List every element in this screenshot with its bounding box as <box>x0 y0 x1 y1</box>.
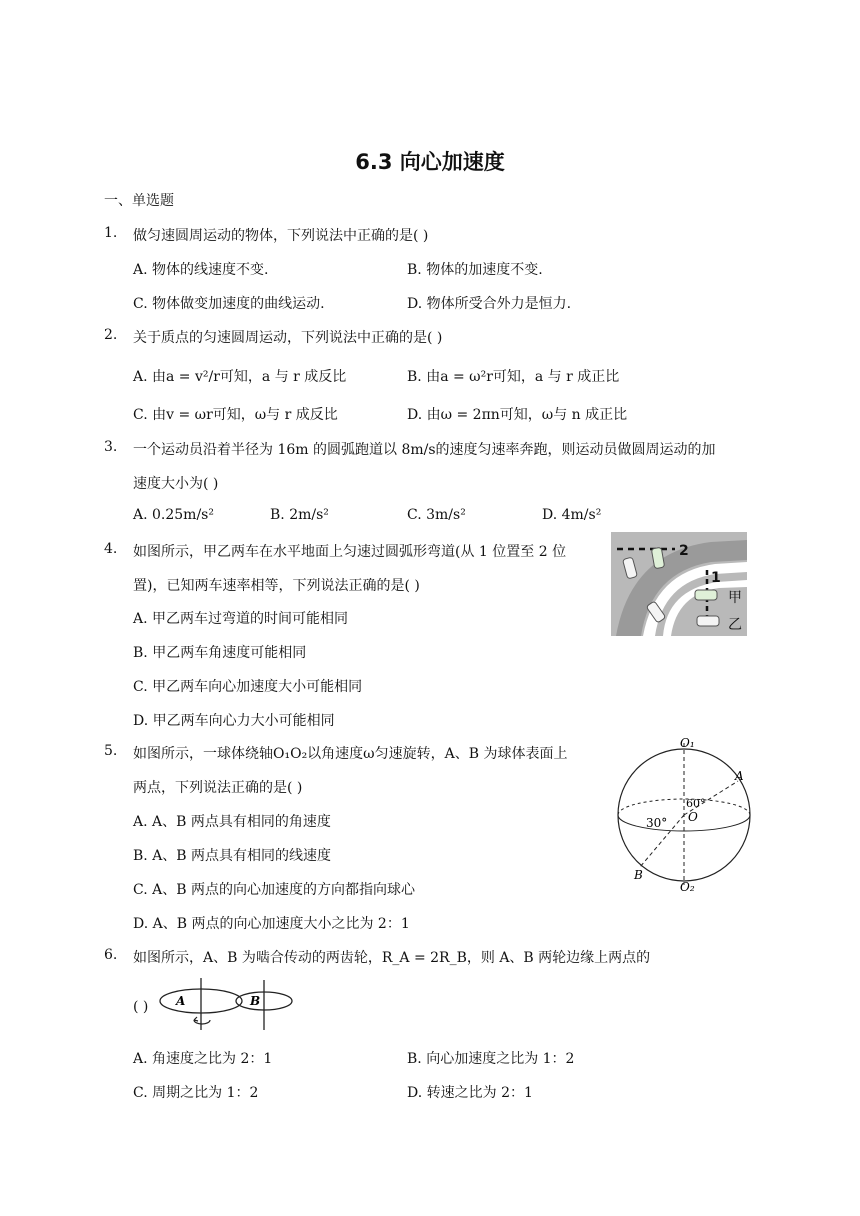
question-number: 5. <box>104 743 118 759</box>
question-stem-line: 速度大小为( ) <box>133 476 219 492</box>
figure-label-2: 2 <box>679 543 689 559</box>
option-d: D. 由ω = 2πn可知，ω与 n 成正比 <box>407 407 628 423</box>
question-number: 4. <box>104 541 118 557</box>
label-b: B <box>634 868 643 882</box>
label-60deg: 60° <box>686 797 706 810</box>
figure-label-1: 1 <box>711 570 721 586</box>
question-stem-line: 一个运动员沿着半径为 16m 的圆弧跑道以 8m/s的速度匀速率奔跑，则运动员做圆周运动的加 <box>133 442 716 458</box>
question-stem-line: 置)，已知两车速率相等，下列说法正确的是( ) <box>133 578 420 594</box>
question-stem: 关于质点的匀速圆周运动，下列说法中正确的是( ) <box>133 330 443 346</box>
option-a: A. 甲乙两车过弯道的时间可能相同 <box>133 611 349 627</box>
question-number: 1. <box>104 225 118 241</box>
option-b: B. 甲乙两车角速度可能相同 <box>133 645 307 661</box>
question-number: 2. <box>104 327 118 343</box>
option-c: C. A、B 两点的向心加速度的方向都指向球心 <box>133 882 415 898</box>
figure-label-jia: 甲 <box>728 590 742 606</box>
label-a: A <box>735 769 744 783</box>
label-30deg: 30° <box>646 816 668 830</box>
label-o2: O₂ <box>680 880 695 894</box>
gear-label-b: B <box>250 994 261 1008</box>
curve-road-figure <box>611 532 747 636</box>
sphere-figure <box>608 735 758 895</box>
option-d: D. A、B 两点的向心加速度大小之比为 2：1 <box>133 916 410 932</box>
option-c: C. 周期之比为 1：2 <box>133 1085 259 1101</box>
option-c: C. 由v = ωr可知，ω与 r 成反比 <box>133 407 338 423</box>
question-stem: 做匀速圆周运动的物体，下列说法中正确的是( ) <box>133 228 429 244</box>
option-a: A. A、B 两点具有相同的角速度 <box>133 814 331 830</box>
figure-label-yi: 乙 <box>728 617 742 633</box>
option-d: D. 甲乙两车向心力大小可能相同 <box>133 713 335 729</box>
question-stem-line: 如图所示，甲乙两车在水平地面上匀速过圆弧形弯道(从 1 位置至 2 位 <box>133 544 567 560</box>
option-a: A. 角速度之比为 2：1 <box>133 1051 273 1067</box>
option-a: A. 物体的线速度不变. <box>133 262 269 278</box>
option-d: D. 物体所受合外力是恒力. <box>407 296 572 312</box>
gears-figure <box>158 976 303 1034</box>
question-number: 6. <box>104 947 118 963</box>
option-c: C. 甲乙两车向心加速度大小可能相同 <box>133 679 363 695</box>
question-number: 3. <box>104 439 118 455</box>
label-o: O <box>688 810 698 824</box>
option-b: B. 向心加速度之比为 1：2 <box>407 1051 575 1067</box>
option-d: D. 4m/s² <box>542 507 602 523</box>
option-d: D. 转速之比为 2：1 <box>407 1085 533 1101</box>
question-stem-line: 如图所示，A、B 为啮合传动的两齿轮，R_A = 2R_B，则 A、B 两轮边缘上两点的 <box>133 950 651 966</box>
option-a: A. 由a = v²/r可知，a 与 r 成反比 <box>133 369 347 385</box>
option-c: C. 3m/s² <box>407 507 466 523</box>
option-a: A. 0.25m/s² <box>133 507 214 523</box>
option-c: C. 物体做变加速度的曲线运动. <box>133 296 325 312</box>
option-b: B. 2m/s² <box>270 507 329 523</box>
section-heading: 一、单选题 <box>104 193 174 209</box>
question-stem-line: 两点，下列说法正确的是( ) <box>133 780 303 796</box>
label-o1: O₁ <box>680 736 695 750</box>
option-b: B. A、B 两点具有相同的线速度 <box>133 848 332 864</box>
page-title: 6.3 向心加速度 <box>355 150 505 174</box>
option-b: B. 由a = ω²r可知，a 与 r 成正比 <box>407 369 620 385</box>
question-stem-line: ( ) <box>133 999 149 1015</box>
option-b: B. 物体的加速度不变. <box>407 262 543 278</box>
question-stem-line: 如图所示，一球体绕轴O₁O₂以角速度ω匀速旋转，A、B 为球体表面上 <box>133 746 568 762</box>
gear-label-a: A <box>176 994 186 1008</box>
